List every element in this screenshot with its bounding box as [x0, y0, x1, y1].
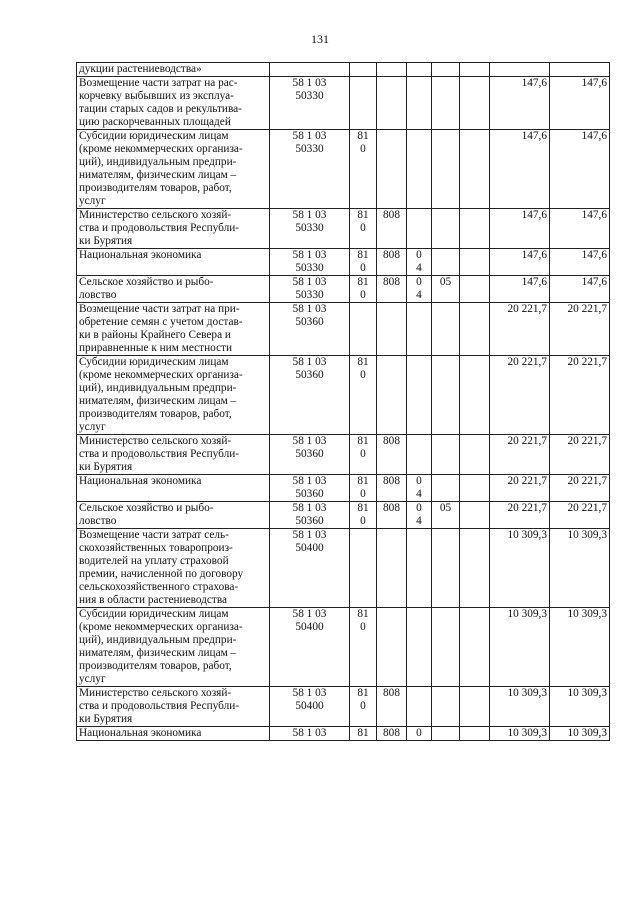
- cell-amount-year2-line: 20 221,7: [567, 303, 607, 315]
- cell-name-line: Сельское хозяйство и рыбо-: [79, 276, 214, 288]
- cell-expense-type: [350, 63, 377, 77]
- cell-ministry-code-line: 808: [383, 209, 400, 221]
- cell-target-code: [270, 727, 350, 741]
- table-row: [77, 77, 610, 130]
- table-row: [77, 130, 610, 209]
- cell-ministry-code-line: 808: [383, 502, 400, 514]
- cell-expense-type-line: 81: [357, 608, 369, 620]
- cell-section: [407, 303, 432, 356]
- table-row: [77, 209, 610, 249]
- cell-target-code-line: 50330: [295, 262, 324, 274]
- cell-subsection-line: 05: [439, 502, 452, 514]
- cell-section-line: 0: [416, 249, 422, 261]
- cell-expense-type: [350, 249, 377, 276]
- cell-expense-type-line: 81: [357, 356, 369, 368]
- cell-amount-year2: [550, 130, 610, 209]
- cell-name-line: Возмещение части затрат на рас-: [79, 77, 238, 89]
- cell-expense-type: [350, 502, 377, 529]
- cell-expense-type-line: 0: [360, 448, 366, 460]
- cell-amount-year2-line: 20 221,7: [567, 356, 607, 368]
- cell-name-line: ния в области растениеводства: [79, 594, 228, 606]
- cell-amount-year1-line: 20 221,7: [507, 356, 547, 368]
- cell-amount-year2-line: 20 221,7: [567, 435, 607, 447]
- cell-section: [407, 77, 432, 130]
- cell-ministry-code-line: 808: [383, 249, 400, 261]
- cell-target-code-line: 50360: [295, 369, 324, 381]
- cell-subsection-line: 05: [439, 276, 452, 288]
- cell-ministry-code: [377, 608, 407, 687]
- cell-section: [407, 130, 432, 209]
- cell-ministry-code-line: 808: [383, 727, 400, 739]
- cell-amount-year1: [490, 608, 550, 687]
- cell-name-line: нимателям, физическим лицам –: [79, 169, 237, 181]
- cell-target-code-line: 58 1 03: [292, 249, 327, 261]
- cell-name: [77, 727, 270, 741]
- cell-expense-type: [350, 435, 377, 475]
- cell-name-line: премии, начисленной по договору: [79, 568, 244, 580]
- cell-expense-type-line: 81: [357, 276, 369, 288]
- cell-target-code-line: 50330: [295, 222, 324, 234]
- cell-name: [77, 130, 270, 209]
- table-row: [77, 303, 610, 356]
- cell-name-line: Национальная экономика: [79, 727, 202, 739]
- cell-name-line: ки Бурятия: [79, 713, 133, 725]
- cell-target-code: [270, 276, 350, 303]
- cell-target-code-line: 58 1 03: [292, 276, 327, 288]
- cell-name-line: (кроме некоммерческих организа-: [79, 143, 243, 155]
- cell-target-code-line: 58 1 03: [292, 77, 327, 89]
- cell-target-code-line: 50400: [295, 700, 324, 712]
- cell-expense-type-line: 81: [357, 475, 369, 487]
- cell-amount-year1: [490, 303, 550, 356]
- cell-subsection: [432, 529, 460, 608]
- cell-target-code-line: 50360: [295, 488, 324, 500]
- cell-target-code: [270, 63, 350, 77]
- cell-target-code: [270, 303, 350, 356]
- cell-extra: [460, 249, 490, 276]
- cell-expense-type-line: 81: [357, 502, 369, 514]
- cell-amount-year2-line: 10 309,3: [567, 687, 607, 699]
- cell-section: [407, 356, 432, 435]
- cell-amount-year1: [490, 77, 550, 130]
- cell-target-code-line: 58 1 03: [292, 303, 327, 315]
- cell-extra: [460, 276, 490, 303]
- cell-name-line: ки в районы Крайнего Севера и: [79, 329, 231, 341]
- cell-name-line: ства и продовольствия Республи-: [79, 448, 240, 460]
- cell-amount-year1-line: 147,6: [521, 77, 547, 89]
- cell-amount-year2: [550, 356, 610, 435]
- table-body: [77, 63, 610, 741]
- cell-target-code: [270, 209, 350, 249]
- cell-name-line: Национальная экономика: [79, 249, 202, 261]
- cell-amount-year1: [490, 209, 550, 249]
- cell-name-line: обретение семян с учетом достав-: [79, 316, 243, 328]
- cell-extra: [460, 209, 490, 249]
- table-row: [77, 529, 610, 608]
- cell-expense-type: [350, 356, 377, 435]
- cell-target-code-line: 58 1 03: [292, 435, 327, 447]
- cell-ministry-code-line: 808: [383, 276, 400, 288]
- cell-amount-year1-line: 20 221,7: [507, 475, 547, 487]
- cell-name-line: Национальная экономика: [79, 475, 202, 487]
- cell-amount-year1: [490, 276, 550, 303]
- cell-extra: [460, 529, 490, 608]
- cell-target-code-line: 50360: [295, 515, 324, 527]
- cell-extra: [460, 608, 490, 687]
- cell-extra: [460, 77, 490, 130]
- cell-name: [77, 687, 270, 727]
- cell-expense-type: [350, 475, 377, 502]
- cell-section-line: 4: [416, 515, 422, 527]
- cell-target-code: [270, 77, 350, 130]
- cell-extra: [460, 475, 490, 502]
- budget-table: [76, 62, 610, 741]
- cell-name-line: услуг: [79, 673, 106, 685]
- cell-amount-year2-line: 20 221,7: [567, 502, 607, 514]
- cell-expense-type: [350, 303, 377, 356]
- cell-extra: [460, 130, 490, 209]
- cell-name-line: производителям товаров, работ,: [79, 408, 232, 420]
- cell-target-code: [270, 130, 350, 209]
- cell-ministry-code: [377, 356, 407, 435]
- cell-target-code: [270, 356, 350, 435]
- cell-expense-type-line: 0: [360, 262, 366, 274]
- cell-ministry-code: [377, 475, 407, 502]
- cell-section: [407, 209, 432, 249]
- cell-expense-type-line: 81: [357, 130, 369, 142]
- cell-expense-type: [350, 276, 377, 303]
- cell-amount-year1-line: 147,6: [521, 130, 547, 142]
- cell-amount-year1-line: 147,6: [521, 209, 547, 221]
- cell-section-line: 4: [416, 488, 422, 500]
- cell-name: [77, 63, 270, 77]
- cell-target-code-line: 58 1 03: [292, 608, 327, 620]
- cell-amount-year1-line: 10 309,3: [507, 687, 547, 699]
- cell-target-code: [270, 502, 350, 529]
- cell-target-code: [270, 608, 350, 687]
- cell-extra: [460, 502, 490, 529]
- cell-ministry-code: [377, 77, 407, 130]
- cell-name-line: ций), индивидуальным предпри-: [79, 634, 237, 646]
- cell-subsection: [432, 435, 460, 475]
- cell-expense-type-line: 81: [357, 209, 369, 221]
- cell-subsection: [432, 608, 460, 687]
- cell-extra: [460, 435, 490, 475]
- cell-target-code-line: 58 1 03: [292, 529, 327, 541]
- table-row: [77, 502, 610, 529]
- cell-target-code: [270, 249, 350, 276]
- cell-name-line: цию раскорчеванных площадей: [79, 116, 231, 128]
- cell-amount-year1: [490, 475, 550, 502]
- cell-expense-type-line: 0: [360, 222, 366, 234]
- cell-amount-year1: [490, 502, 550, 529]
- cell-section: [407, 687, 432, 727]
- cell-amount-year1: [490, 529, 550, 608]
- cell-name: [77, 77, 270, 130]
- cell-expense-type: [350, 130, 377, 209]
- cell-name-line: нимателям, физическим лицам –: [79, 647, 237, 659]
- cell-extra: [460, 727, 490, 741]
- cell-name-line: ций), индивидуальным предпри-: [79, 382, 237, 394]
- cell-amount-year2: [550, 303, 610, 356]
- cell-name: [77, 435, 270, 475]
- cell-section: [407, 249, 432, 276]
- cell-target-code-line: 58 1 03: [292, 209, 327, 221]
- cell-section-line: 4: [416, 262, 422, 274]
- cell-name-line: (кроме некоммерческих организа-: [79, 621, 243, 633]
- cell-amount-year1-line: 20 221,7: [507, 502, 547, 514]
- cell-name: [77, 529, 270, 608]
- cell-ministry-code-line: 808: [383, 435, 400, 447]
- cell-ministry-code-line: 808: [383, 687, 400, 699]
- cell-amount-year2: [550, 475, 610, 502]
- cell-expense-type: [350, 209, 377, 249]
- cell-name-line: услуг: [79, 195, 106, 207]
- table-row: [77, 435, 610, 475]
- cell-name: [77, 276, 270, 303]
- cell-section: [407, 276, 432, 303]
- cell-name-line: ства и продовольствия Республи-: [79, 700, 240, 712]
- cell-section-line: 0: [416, 727, 422, 739]
- cell-ministry-code-line: 808: [383, 475, 400, 487]
- cell-target-code: [270, 529, 350, 608]
- cell-target-code: [270, 687, 350, 727]
- cell-target-code-line: 50360: [295, 448, 324, 460]
- table-row: [77, 608, 610, 687]
- cell-section-line: 0: [416, 502, 422, 514]
- cell-target-code-line: 58 1 03: [292, 130, 327, 142]
- cell-target-code-line: 58 1 03: [292, 475, 327, 487]
- cell-amount-year2: [550, 77, 610, 130]
- cell-amount-year1: [490, 249, 550, 276]
- cell-name-line: ки Бурятия: [79, 235, 133, 247]
- cell-amount-year2-line: 147,6: [581, 130, 607, 142]
- cell-amount-year2-line: 10 309,3: [567, 727, 607, 739]
- cell-extra: [460, 303, 490, 356]
- cell-name-line: Министерство сельского хозяй-: [79, 209, 232, 221]
- cell-ministry-code: [377, 502, 407, 529]
- cell-amount-year1-line: 10 309,3: [507, 529, 547, 541]
- cell-name: [77, 249, 270, 276]
- cell-amount-year2: [550, 249, 610, 276]
- cell-amount-year1-line: 20 221,7: [507, 303, 547, 315]
- cell-subsection: [432, 209, 460, 249]
- cell-section-line: 0: [416, 276, 422, 288]
- cell-ministry-code: [377, 130, 407, 209]
- cell-ministry-code: [377, 63, 407, 77]
- cell-subsection: [432, 727, 460, 741]
- cell-name-line: Возмещение части затрат сель-: [79, 529, 229, 541]
- cell-name-line: производителям товаров, работ,: [79, 660, 232, 672]
- cell-amount-year2: [550, 529, 610, 608]
- cell-target-code-line: 58 1 03: [292, 356, 327, 368]
- cell-name-line: тации старых садов и рекультива-: [79, 103, 242, 115]
- cell-expense-type-line: 0: [360, 143, 366, 155]
- cell-amount-year2: [550, 63, 610, 77]
- cell-ministry-code: [377, 687, 407, 727]
- cell-subsection: [432, 276, 460, 303]
- cell-name-line: Министерство сельского хозяй-: [79, 435, 232, 447]
- cell-ministry-code: [377, 249, 407, 276]
- cell-expense-type-line: 81: [357, 727, 369, 739]
- cell-expense-type-line: 0: [360, 621, 366, 633]
- cell-amount-year2-line: 20 221,7: [567, 475, 607, 487]
- cell-target-code-line: 58 1 03: [292, 502, 327, 514]
- cell-name-line: скохозяйственных товаропроиз-: [79, 542, 233, 554]
- cell-expense-type-line: 0: [360, 488, 366, 500]
- cell-subsection: [432, 130, 460, 209]
- cell-amount-year1: [490, 727, 550, 741]
- cell-target-code-line: 58 1 03: [292, 727, 327, 739]
- cell-name-line: ловство: [79, 515, 117, 527]
- cell-amount-year2: [550, 727, 610, 741]
- cell-name: [77, 303, 270, 356]
- cell-section: [407, 475, 432, 502]
- cell-amount-year1-line: 10 309,3: [507, 608, 547, 620]
- cell-name-line: ства и продовольствия Республи-: [79, 222, 240, 234]
- cell-target-code-line: 50400: [295, 621, 324, 633]
- cell-target-code-line: 50360: [295, 316, 324, 328]
- table-row: [77, 249, 610, 276]
- cell-expense-type-line: 0: [360, 369, 366, 381]
- cell-subsection: [432, 502, 460, 529]
- cell-name-line: ки Бурятия: [79, 461, 133, 473]
- cell-extra: [460, 63, 490, 77]
- cell-section: [407, 502, 432, 529]
- cell-expense-type-line: 81: [357, 687, 369, 699]
- cell-amount-year2: [550, 209, 610, 249]
- cell-amount-year1-line: 147,6: [521, 276, 547, 288]
- cell-amount-year1: [490, 63, 550, 77]
- cell-amount-year2-line: 147,6: [581, 77, 607, 89]
- cell-subsection: [432, 303, 460, 356]
- cell-ministry-code: [377, 529, 407, 608]
- cell-section-line: 4: [416, 289, 422, 301]
- cell-ministry-code: [377, 727, 407, 741]
- cell-name-line: приравненные к ним местности: [79, 342, 233, 354]
- cell-amount-year2: [550, 608, 610, 687]
- cell-amount-year2: [550, 276, 610, 303]
- cell-name-line: Субсидии юридическим лицам: [79, 130, 229, 142]
- cell-name-line: ций), индивидуальным предпри-: [79, 156, 237, 168]
- cell-expense-type-line: 81: [357, 249, 369, 261]
- cell-name-line: услуг: [79, 421, 106, 433]
- table-row: [77, 63, 610, 77]
- cell-name: [77, 356, 270, 435]
- cell-section: [407, 608, 432, 687]
- cell-target-code: [270, 435, 350, 475]
- cell-target-code-line: 50400: [295, 542, 324, 554]
- cell-name: [77, 502, 270, 529]
- table-row: [77, 687, 610, 727]
- cell-subsection: [432, 356, 460, 435]
- table-row: [77, 356, 610, 435]
- cell-section: [407, 63, 432, 77]
- cell-subsection: [432, 63, 460, 77]
- cell-target-code: [270, 475, 350, 502]
- cell-expense-type-line: 0: [360, 700, 366, 712]
- cell-extra: [460, 687, 490, 727]
- cell-amount-year2-line: 10 309,3: [567, 608, 607, 620]
- cell-expense-type: [350, 687, 377, 727]
- cell-amount-year1: [490, 356, 550, 435]
- cell-expense-type: [350, 727, 377, 741]
- cell-name-line: Возмещение части затрат на при-: [79, 303, 240, 315]
- table-row: [77, 727, 610, 741]
- cell-amount-year1: [490, 687, 550, 727]
- cell-amount-year2-line: 10 309,3: [567, 529, 607, 541]
- cell-name-line: водителей на уплату страховой: [79, 555, 229, 567]
- cell-amount-year2: [550, 687, 610, 727]
- cell-ministry-code: [377, 209, 407, 249]
- cell-name-line: ловство: [79, 289, 117, 301]
- table-row: [77, 276, 610, 303]
- cell-name-line: нимателям, физическим лицам –: [79, 395, 237, 407]
- cell-name: [77, 608, 270, 687]
- cell-section: [407, 529, 432, 608]
- cell-amount-year1-line: 20 221,7: [507, 435, 547, 447]
- cell-ministry-code: [377, 435, 407, 475]
- cell-expense-type: [350, 529, 377, 608]
- cell-amount-year1: [490, 435, 550, 475]
- cell-name-line: производителям товаров, работ,: [79, 182, 232, 194]
- cell-name: [77, 475, 270, 502]
- cell-target-code-line: 50330: [295, 289, 324, 301]
- cell-extra: [460, 356, 490, 435]
- cell-name-line: сельскохозяйственного страхова-: [79, 581, 239, 593]
- cell-subsection: [432, 687, 460, 727]
- cell-subsection: [432, 77, 460, 130]
- cell-section: [407, 435, 432, 475]
- cell-amount-year2-line: 147,6: [581, 249, 607, 261]
- page-number: 131: [311, 32, 329, 46]
- cell-expense-type: [350, 77, 377, 130]
- cell-amount-year2-line: 147,6: [581, 276, 607, 288]
- cell-name-line: корчевку выбывших из эксплуа-: [79, 90, 234, 102]
- cell-ministry-code: [377, 303, 407, 356]
- cell-amount-year2: [550, 502, 610, 529]
- cell-name-line: Министерство сельского хозяй-: [79, 687, 232, 699]
- cell-subsection: [432, 249, 460, 276]
- cell-name-line: дукции растениеводства»: [79, 63, 202, 75]
- cell-amount-year1: [490, 130, 550, 209]
- cell-amount-year2: [550, 435, 610, 475]
- cell-expense-type: [350, 608, 377, 687]
- cell-expense-type-line: 0: [360, 289, 366, 301]
- cell-amount-year2-line: 147,6: [581, 209, 607, 221]
- cell-target-code-line: 50330: [295, 143, 324, 155]
- cell-name: [77, 209, 270, 249]
- cell-target-code-line: 58 1 03: [292, 687, 327, 699]
- cell-amount-year1-line: 147,6: [521, 249, 547, 261]
- cell-target-code-line: 50330: [295, 90, 324, 102]
- cell-expense-type-line: 81: [357, 435, 369, 447]
- cell-name-line: Субсидии юридическим лицам: [79, 356, 229, 368]
- cell-expense-type-line: 0: [360, 515, 366, 527]
- table-row: [77, 475, 610, 502]
- cell-section-line: 0: [416, 475, 422, 487]
- cell-subsection: [432, 475, 460, 502]
- cell-name-line: (кроме некоммерческих организа-: [79, 369, 243, 381]
- cell-ministry-code: [377, 276, 407, 303]
- cell-section: [407, 727, 432, 741]
- cell-name-line: Сельское хозяйство и рыбо-: [79, 502, 214, 514]
- cell-amount-year1-line: 10 309,3: [507, 727, 547, 739]
- cell-name-line: Субсидии юридическим лицам: [79, 608, 229, 620]
